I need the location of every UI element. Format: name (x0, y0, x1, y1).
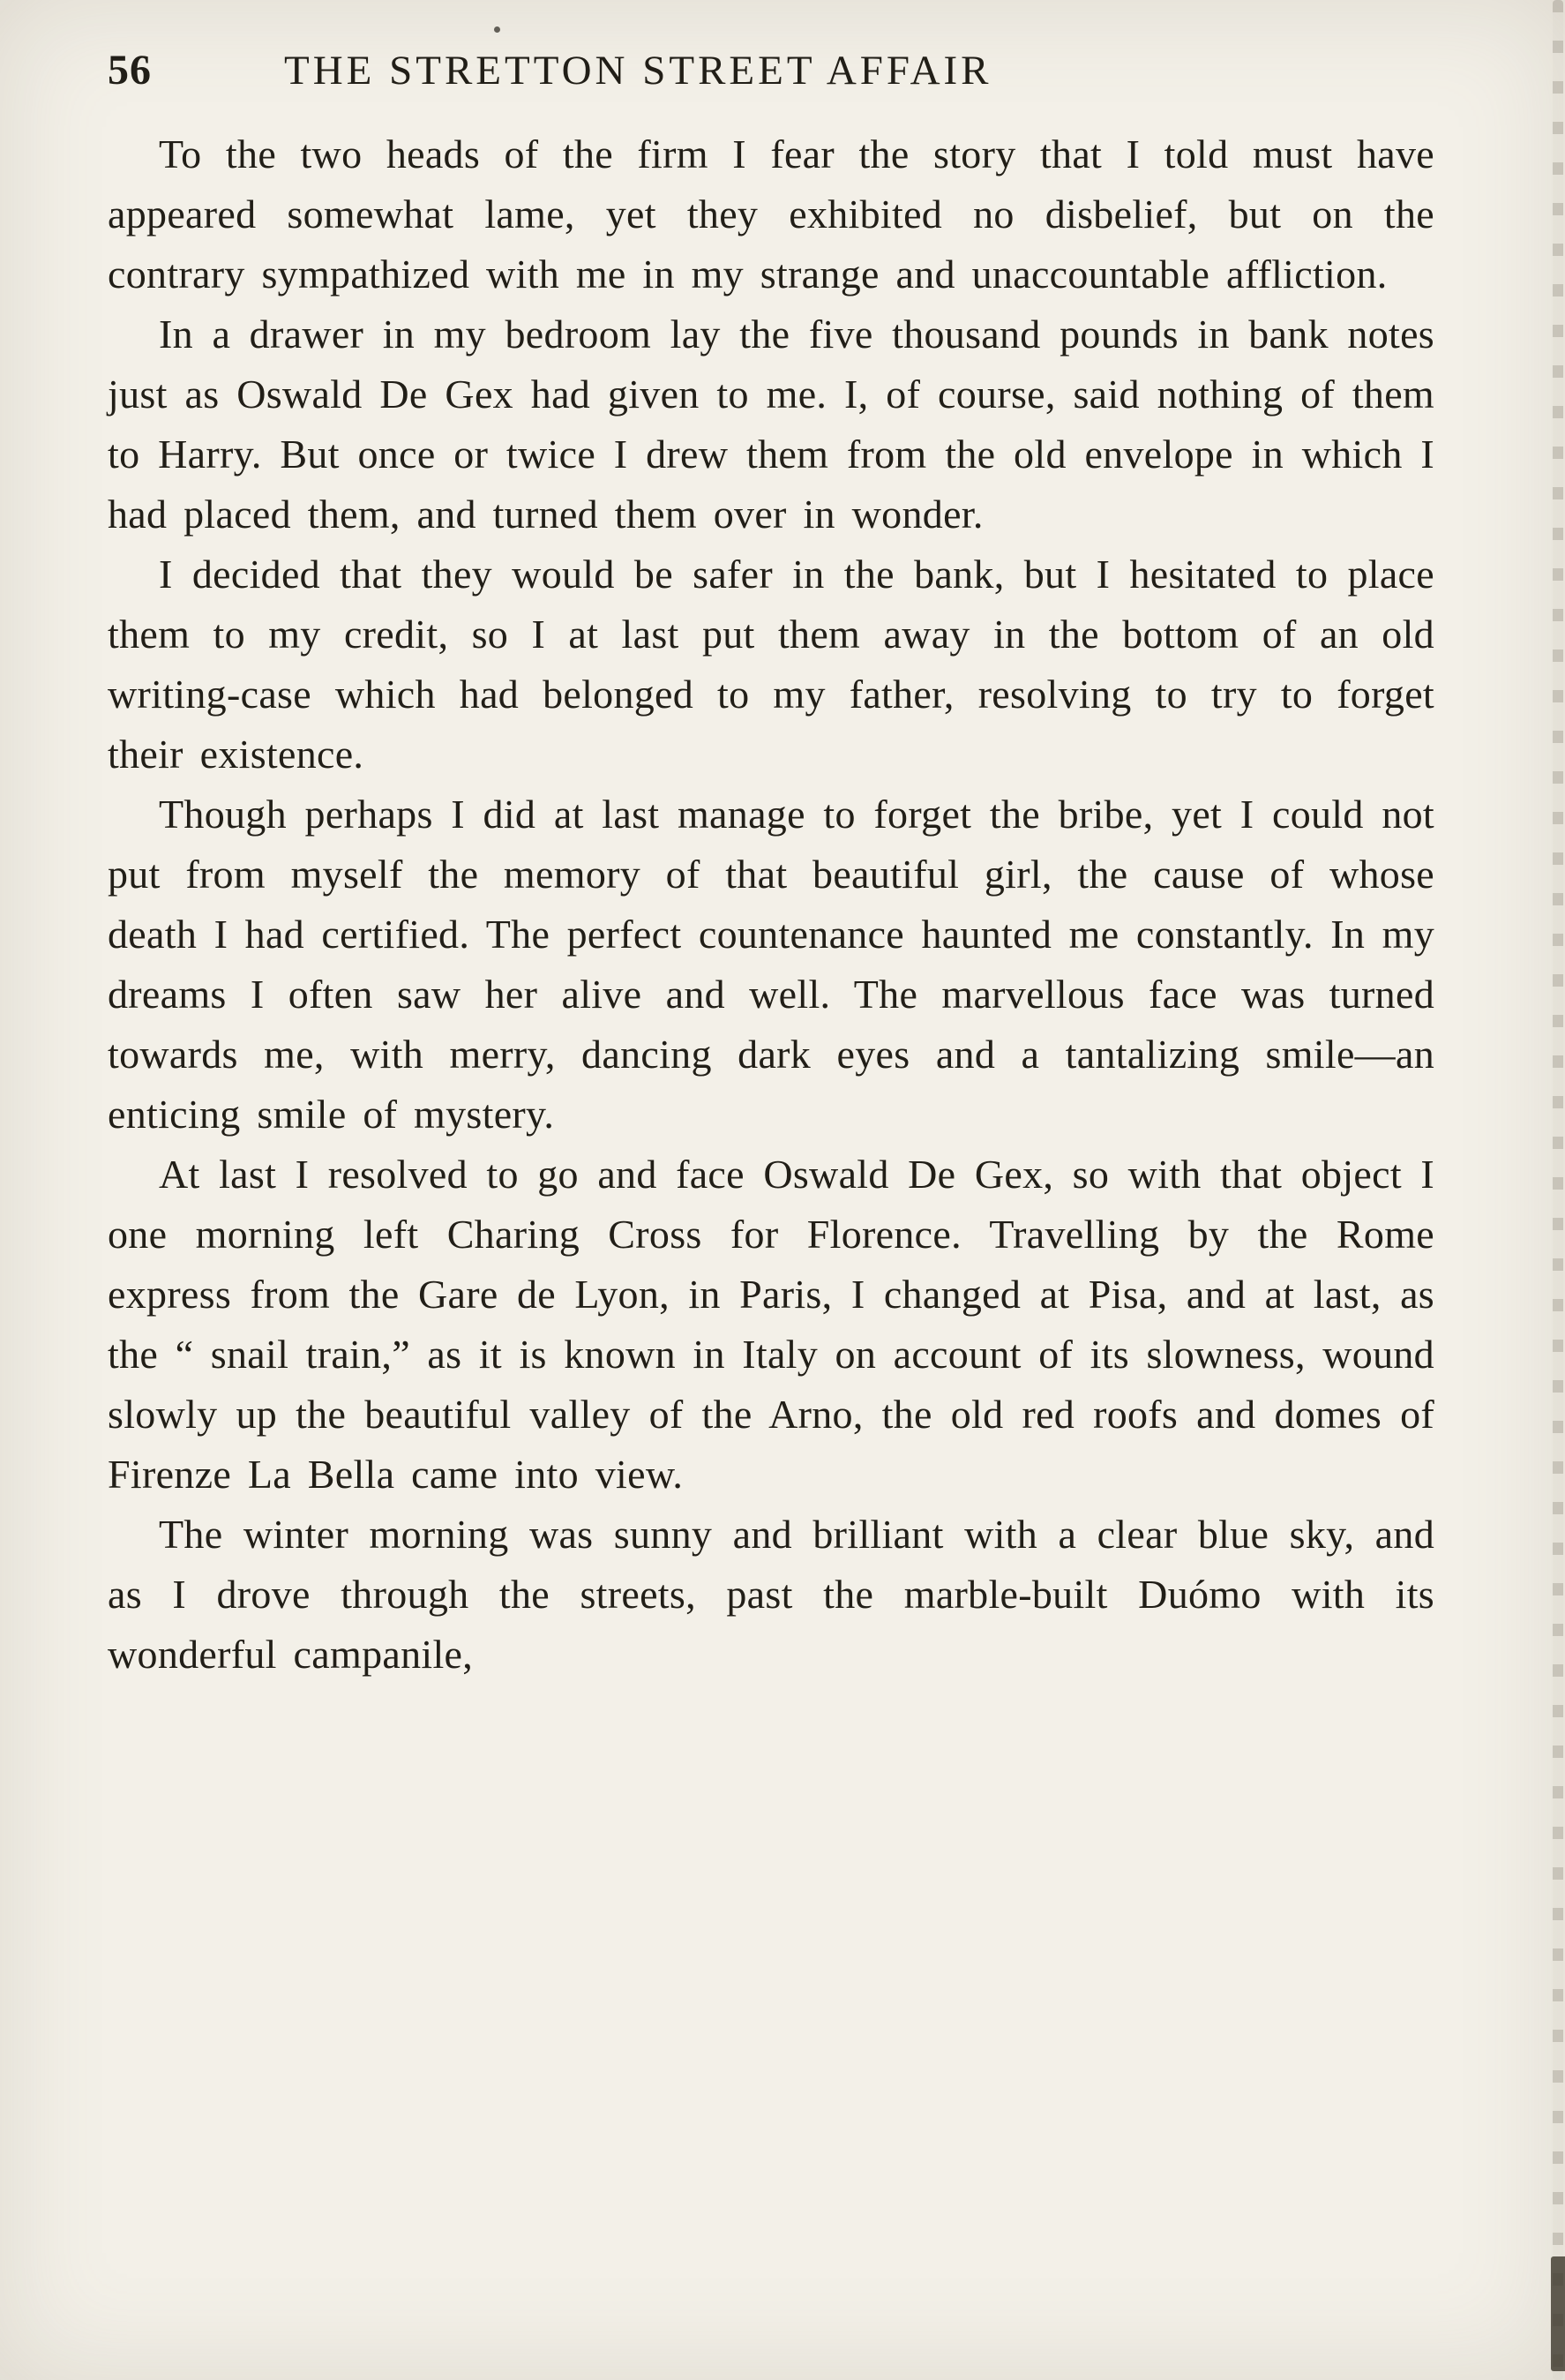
paragraph: The winter morning was sunny and brilliant with a clear blue sky, and as I drove through the streets, past the marble-built Duómo with its wonderful campanile, (108, 1512, 1434, 1677)
paragraph: Though perhaps I did at last manage to forget the bribe, yet I could not put from myself the memory of that beautiful girl, the cause of whose death I had certified. The perfect countenance haunted me constantly. In my dreams I often saw her alive and well. The marvellous face was turned towards me, with merry, dancing dark eyes and a tantalizing smile—an enticing smile of mystery. (108, 792, 1434, 1137)
paragraph: To the two heads of the firm I fear the story that I told must have appeared somewhat lame, yet they exhibited no disbelief, but on the contrary sympathized with me in my strange and unaccountable affliction. (108, 131, 1434, 297)
body-text (108, 124, 1434, 1685)
running-title: THE STRETTON STREET AFFAIR (284, 48, 992, 94)
paragraph: In a drawer in my bedroom lay the five thousand pounds in bank notes just as Oswald De Gex had given to me. I, of course, said nothing of them to Harry. But once or twice I drew them from the old envelope in which I had placed them, and turned them over in wonder. (108, 312, 1434, 537)
page-header (108, 46, 1434, 94)
paragraph: I decided that they would be safer in the bank, but I hesitated to place them to my credit, so I at last put them away in the bottom of an old writing-case which had belonged to my father, resolving to try to forget their existence. (108, 552, 1434, 777)
paragraph: At last I resolved to go and face Oswald De Gex, so with that object I one morning left Charing Cross for Florence. Travelling by the Rome express from the Gare de Lyon, in Paris, I changed at Pisa, and at last, as the “ snail train,” as it is known in Italy on account of its slowness, wound slowly up the beautiful valley of the Arno, the old red roofs and domes of Firenze La Bella came into view. (108, 1152, 1434, 1497)
scan-corner-mark (1551, 2256, 1565, 2371)
page-number: 56 (108, 47, 152, 94)
